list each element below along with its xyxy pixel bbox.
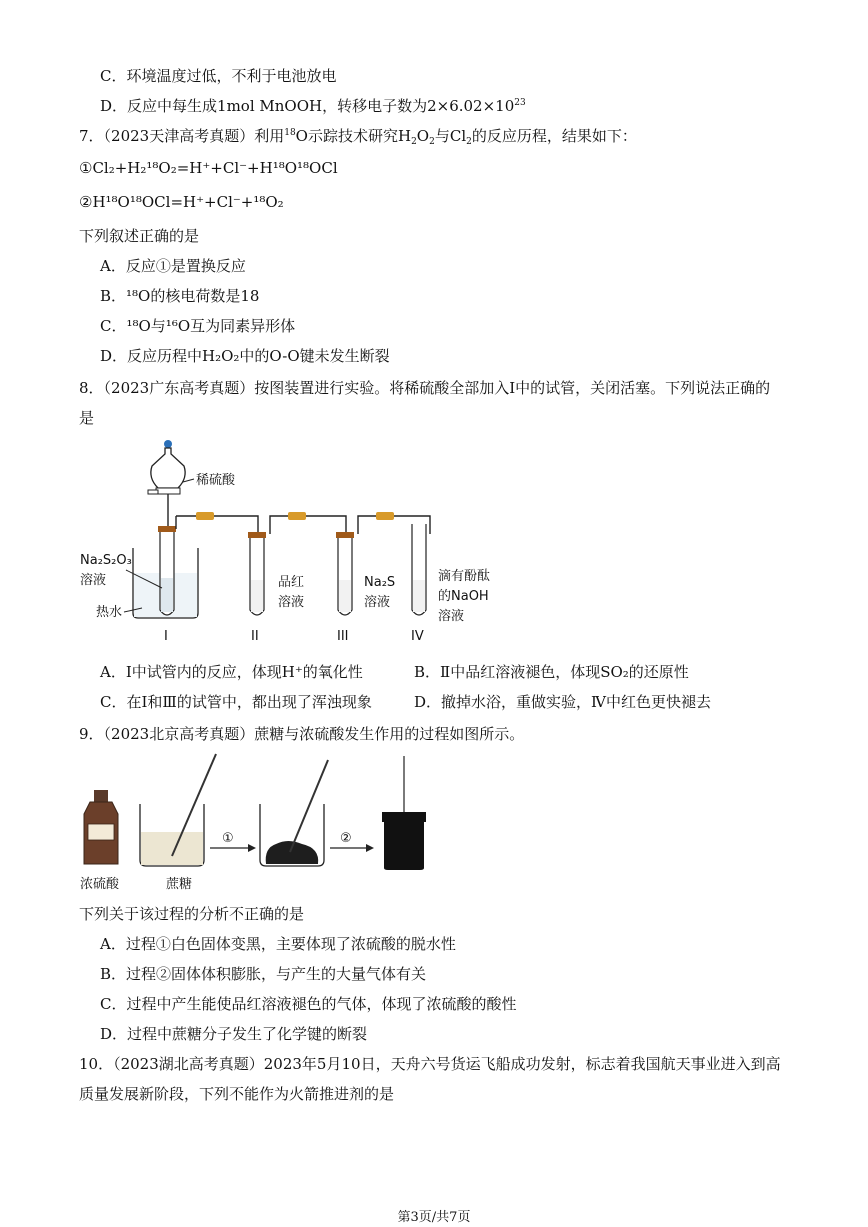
q9-process-figure [76, 752, 436, 897]
q8-option-c: C．在Ⅰ和Ⅲ的试管中，都出现了浑浊现象 [100, 693, 372, 711]
q7-stem-part: 的反应历程，结果如下： [471, 127, 637, 145]
stopper-tube-1 [158, 526, 176, 532]
hot-water-label: 热水 [96, 605, 123, 620]
step-2-label: ② [340, 831, 352, 846]
sugar-label: 蔗糖 [166, 877, 193, 892]
page-footer: 第3页/共7页 [397, 1210, 471, 1225]
funnel-stopper [164, 440, 172, 448]
q6-option-d-text: D．反应中每生成1mol MnOOH，转移电子数为 [100, 97, 428, 115]
q9-option-d: D．过程中蔗糖分子发生了化学键的断裂 [100, 1025, 368, 1043]
reagent-1-label: Na₂S₂O₃ [80, 553, 132, 568]
hose-clamp [196, 512, 214, 520]
acid-label: 稀硫酸 [196, 473, 236, 488]
q7-option-d: D．反应历程中H₂O₂中的O-O键未发生断裂 [100, 347, 390, 365]
q7-prompt: 下列叙述正确的是 [79, 227, 200, 245]
q9-stem: 9．（2023北京高考真题）蔗糖与浓硫酸发生作用的过程如图所示。 [79, 725, 525, 743]
q8-option-a: A．Ⅰ中试管内的反应，体现H⁺的氧化性 [100, 663, 363, 681]
q7-stem-subscript: 2 [429, 137, 435, 147]
q7-stem-subscript: 2 [466, 137, 472, 147]
reagent-4-label: 滴有酚酞 [438, 569, 491, 584]
step-1-label: ① [222, 831, 234, 846]
q7-stem-isotope: 18 [284, 128, 296, 138]
q7-option-b: B．¹⁸O的核电荷数是18 [100, 287, 260, 305]
q10-stem-line1: 10．（2023湖北高考真题）2023年5月10日，天舟六号货运飞船成功发射，标志着我国航天事业进入到高 [79, 1055, 781, 1073]
q8-apparatus-figure [78, 438, 518, 648]
q7-equation-2: ②H¹⁸O¹⁸OCl=H⁺+Cl⁻+¹⁸O₂ [79, 193, 284, 211]
reagent-2-label-2: 溶液 [278, 595, 305, 610]
tube-4-label: IV [411, 629, 424, 644]
q8-option-d: D．撤掉水浴，重做实验，Ⅳ中红色更快褪去 [414, 693, 712, 711]
q8-stem-line1: 8．（2023广东高考真题）按图装置进行实验。将稀硫酸全部加入Ⅰ中的试管，关闭活塞。下列说法正确的 [79, 379, 771, 397]
acid-bottle-cap [94, 790, 108, 802]
reagent-1-label-2: 溶液 [80, 573, 107, 588]
q8-stem-line2: 是 [79, 409, 95, 427]
q9-prompt: 下列关于该过程的分析不正确的是 [79, 905, 305, 923]
q7-equation-1: ①Cl₂+H₂¹⁸O₂=H⁺+Cl⁻+H¹⁸O¹⁸OCl [79, 159, 338, 177]
q7-option-a: A．反应①是置换反应 [100, 257, 246, 275]
funnel-stopcock [156, 488, 180, 494]
reagent-4-label-2: 的NaOH [438, 589, 489, 604]
reagent-3-label: Na₂S [364, 575, 396, 590]
separatory-funnel [151, 448, 185, 488]
q6-option-c: C．环境温度过低，不利于电池放电 [100, 67, 337, 85]
reagent-3-label-2: 溶液 [364, 595, 391, 610]
q6-option-d-exponent: 23 [514, 98, 526, 108]
reagent-2-label: 品红 [278, 575, 305, 590]
q9-option-a: A．过程①白色固体变黑，主要体现了浓硫酸的脱水性 [100, 935, 456, 953]
acid-bottle-label: 浓硫酸 [80, 877, 120, 892]
q7-option-c: C．¹⁸O与¹⁶O互为同素异形体 [100, 317, 296, 335]
q7-stem-part: O [416, 127, 430, 145]
tube-2-label: II [251, 629, 259, 644]
reagent-4-label-3: 溶液 [438, 609, 465, 624]
expanded-carbon [384, 822, 424, 870]
tube-1-label: I [164, 629, 168, 644]
q7-stem-part: 与Cl [434, 127, 467, 145]
carbon-mass [266, 841, 318, 864]
q7-stem-subscript: 2 [411, 137, 417, 147]
q7-stem [79, 126, 637, 146]
q6-option-d [100, 96, 526, 116]
q10-stem-line2: 质量发展新阶段，下列不能作为火箭推进剂的是 [79, 1085, 395, 1103]
q8-option-b: B．Ⅱ中品红溶液褪色，体现SO₂的还原性 [414, 663, 689, 681]
q9-option-c: C．过程中产生能使品红溶液褪色的气体，体现了浓硫酸的酸性 [100, 995, 517, 1013]
q7-stem-part: 7．（2023天津高考真题）利用 [79, 127, 285, 145]
q9-option-b: B．过程②固体体积膨胀，与产生的大量气体有关 [100, 965, 427, 983]
q6-option-d-number: 2×6.02×10 [427, 97, 515, 115]
q7-stem-part: O示踪技术研究H [295, 127, 412, 145]
tube-3-label: III [337, 629, 349, 644]
